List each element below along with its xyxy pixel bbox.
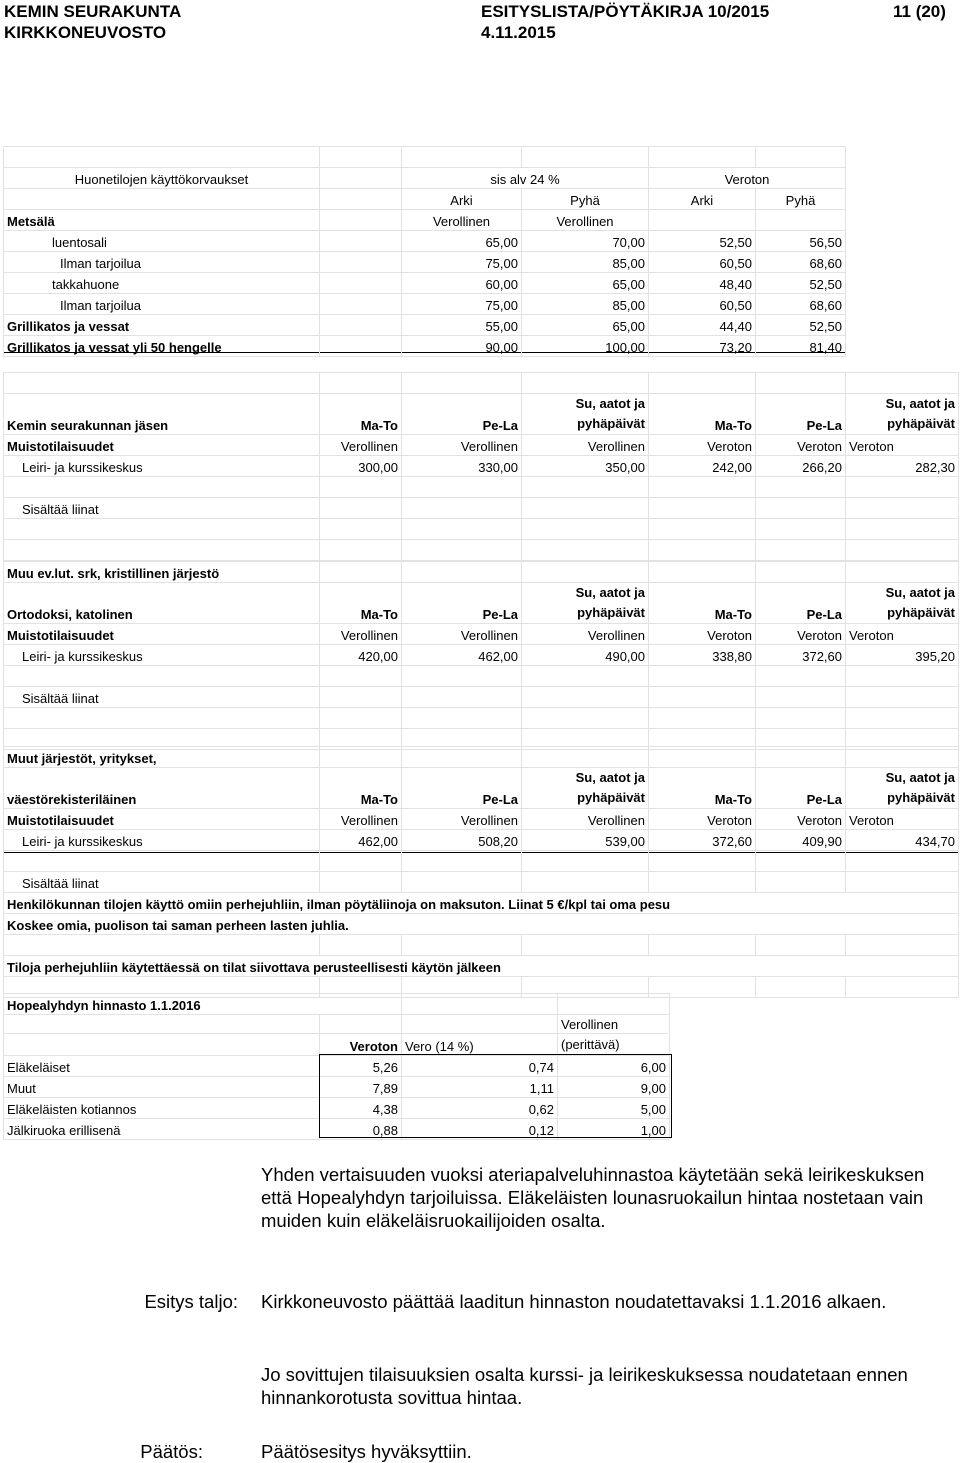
cell-value: 60,50 xyxy=(649,294,756,315)
veroton-label: Veroton xyxy=(649,168,846,189)
cell-value: 4,38 xyxy=(320,1098,402,1119)
group-title: Kemin seurakunnan jäsen xyxy=(4,394,320,435)
cell-value: 434,70 xyxy=(846,830,959,851)
col-header: Vero (14 %) xyxy=(402,1015,558,1056)
row-label: Leiri- ja kurssikeskus xyxy=(4,645,320,666)
row-label: Ilman tarjoilua xyxy=(4,294,320,315)
col-header: Su, aatot ja pyhäpäivät xyxy=(846,394,959,435)
col-header: Pe-La xyxy=(402,394,522,435)
table-row xyxy=(4,645,959,666)
col-header: Su, aatot ja pyhäpäivät xyxy=(522,394,649,435)
row-label: Muistotilaisuudet xyxy=(4,809,320,830)
table-row xyxy=(4,231,846,252)
row-label: Muut xyxy=(4,1077,320,1098)
row-label: Grillikatos ja vessat xyxy=(4,315,320,336)
proposal-label: Esitys taljo: xyxy=(144,1291,238,1312)
tax-label: Verollinen xyxy=(402,435,522,456)
section-label: Metsälä xyxy=(4,210,320,231)
cell-value: 60,00 xyxy=(402,273,522,294)
cell-value: 282,30 xyxy=(846,456,959,477)
cell-value: 52,50 xyxy=(756,273,846,294)
cell-value: 55,00 xyxy=(402,315,522,336)
cell-value: 85,00 xyxy=(522,294,649,315)
cell-value: 81,40 xyxy=(756,336,846,357)
family-note: Koskee omia, puolison tai saman perheen lasten juhlia. xyxy=(4,914,959,935)
cell-value: 48,40 xyxy=(649,273,756,294)
table-row xyxy=(4,456,959,477)
cell-value: 90,00 xyxy=(402,336,522,357)
table-row xyxy=(4,294,846,315)
paragraph-rationale: Yhden vertaisuuden vuoksi ateriapalveluhinnastoa käytetään sekä leirikeskuksen että Hopealyhdyn tarjoiluissa. Eläkeläisten lounasruokailun hintaa nostetaan vain muiden kuin eläkeläisruokailijoiden osalta. xyxy=(261,1164,925,1231)
vat-label: sis alv 24 % xyxy=(402,168,649,189)
cell-value: 65,00 xyxy=(522,273,649,294)
cell-value: 462,00 xyxy=(402,645,522,666)
cell-value: 70,00 xyxy=(522,231,649,252)
col-header: Pe-La xyxy=(756,768,846,809)
paragraph-existing-bookings: Jo sovittujen tilaisuuksien osalta kurssi- ja leirikeskuksessa noudatetaan ennen hinnankorotusta sovittua hintaa. xyxy=(261,1364,908,1408)
row-label: Ilman tarjoilua xyxy=(4,252,320,273)
table-row xyxy=(4,498,959,519)
row-label: Leiri- ja kurssikeskus xyxy=(4,830,320,851)
cell-value: 68,60 xyxy=(756,294,846,315)
group-title: väestörekisteriläinen xyxy=(4,768,320,809)
table-title: Huonetilojen käyttökorvaukset xyxy=(4,168,320,189)
table-row xyxy=(4,914,959,935)
tax-label: Verollinen xyxy=(320,624,402,645)
cell-value: 490,00 xyxy=(522,645,649,666)
table-row xyxy=(4,1098,670,1119)
tax-label: Veroton xyxy=(756,624,846,645)
table-row xyxy=(4,1077,670,1098)
col-header: Pe-La xyxy=(756,583,846,624)
cell-value: 60,50 xyxy=(649,252,756,273)
tax-label: Verollinen xyxy=(402,624,522,645)
table-row xyxy=(4,273,846,294)
facility-fees-table xyxy=(3,146,846,357)
table-row xyxy=(4,830,959,851)
cell-value: 1,00 xyxy=(558,1119,670,1140)
table-row xyxy=(4,956,959,977)
table-row xyxy=(4,1119,670,1140)
cell-value: 65,00 xyxy=(522,315,649,336)
table-row xyxy=(4,315,846,336)
row-label: Jälkiruoka erillisenä xyxy=(4,1119,320,1140)
table-row xyxy=(4,687,959,708)
row-label: Grillikatos ja vessat yli 50 hengelle xyxy=(4,336,320,357)
cell-value: 56,50 xyxy=(756,231,846,252)
cell-value: 65,00 xyxy=(402,231,522,252)
table-title: Hopealyhdyn hinnasto 1.1.2016 xyxy=(4,994,402,1015)
tax-label: Veroton xyxy=(649,809,756,830)
col-header: Ma-To xyxy=(649,768,756,809)
cell-value: 1,11 xyxy=(402,1077,558,1098)
group-title: Ortodoksi, katolinen xyxy=(4,583,320,624)
cell-value: 0,74 xyxy=(402,1056,558,1077)
tax-label: Verollinen xyxy=(522,435,649,456)
cell-value: 9,00 xyxy=(558,1077,670,1098)
decision-label: Päätös: xyxy=(140,1441,203,1462)
row-label: Eläkeläiset xyxy=(4,1056,320,1077)
tax-label: Verollinen xyxy=(402,809,522,830)
table-row xyxy=(4,189,846,210)
col-header: Ma-To xyxy=(320,768,402,809)
col-header: Su, aatot ja pyhäpäivät xyxy=(522,768,649,809)
paragraph-proposal: Kirkkoneuvosto päättää laaditun hinnaston noudatettavaksi 1.1.2016 alkaen. xyxy=(261,1291,887,1312)
cell-value: 52,50 xyxy=(756,315,846,336)
tax-label: Verollinen xyxy=(522,624,649,645)
organizations-table xyxy=(3,746,959,998)
table-row xyxy=(4,168,846,189)
col-header: Ma-To xyxy=(320,583,402,624)
document-type: ESITYSLISTA/PÖYTÄKIRJA 10/2015 xyxy=(481,2,770,21)
table-row xyxy=(4,872,959,893)
note-text: Sisältää liinat xyxy=(4,687,320,708)
tax-label: Veroton xyxy=(846,624,959,645)
cell-value: 85,00 xyxy=(522,252,649,273)
cell-value: 539,00 xyxy=(522,830,649,851)
table-row xyxy=(4,394,959,435)
cell-value: 5,26 xyxy=(320,1056,402,1077)
governing-body: KIRKKONEUVOSTO xyxy=(4,23,167,42)
col-header: Arki xyxy=(649,189,756,210)
tax-label: Veroton xyxy=(846,435,959,456)
col-header: Verollinen (perittävä) xyxy=(558,1015,670,1056)
col-header: Pyhä xyxy=(756,189,846,210)
cell-value: 372,60 xyxy=(756,645,846,666)
cell-value: 75,00 xyxy=(402,294,522,315)
org-name: KEMIN SEURAKUNTA xyxy=(4,2,182,21)
table-row xyxy=(4,1015,670,1056)
cell-value: 350,00 xyxy=(522,456,649,477)
cell-value: 266,20 xyxy=(756,456,846,477)
cell-value: 338,80 xyxy=(649,645,756,666)
table-row xyxy=(4,583,959,624)
tax-label: Verollinen xyxy=(320,435,402,456)
col-header: Pyhä xyxy=(522,189,649,210)
col-header: Su, aatot ja pyhäpäivät xyxy=(846,768,959,809)
table-row xyxy=(4,768,959,809)
cell-value: 462,00 xyxy=(320,830,402,851)
table-row xyxy=(4,1056,670,1077)
col-header: Pe-La xyxy=(756,394,846,435)
cell-value: 330,00 xyxy=(402,456,522,477)
note-text: Sisältää liinat xyxy=(4,872,320,893)
cell-value: 0,12 xyxy=(402,1119,558,1140)
other-parish-table xyxy=(3,561,959,750)
note-text: Sisältää liinat xyxy=(4,498,320,519)
col-header: Veroton xyxy=(320,1015,402,1056)
col-header: Arki xyxy=(402,189,522,210)
cell-value: 52,50 xyxy=(649,231,756,252)
col-header: Ma-To xyxy=(320,394,402,435)
col-header: Pe-La xyxy=(402,583,522,624)
col-header: Ma-To xyxy=(649,394,756,435)
col-header: Ma-To xyxy=(649,583,756,624)
cell-value: 73,20 xyxy=(649,336,756,357)
group-title: Muu ev.lut. srk, kristillinen järjestö xyxy=(4,562,320,583)
table-row xyxy=(4,210,846,231)
cell-value: 68,60 xyxy=(756,252,846,273)
cell-value: 300,00 xyxy=(320,456,402,477)
page-number: 11 (20) xyxy=(893,2,946,21)
table-row xyxy=(4,624,959,645)
paragraph-decision: Päätösesitys hyväksyttiin. xyxy=(261,1441,472,1462)
staff-note: Henkilökunnan tilojen käyttö omiin perhejuhliin, ilman pöytäliinoja on maksuton. Liinat 5 €/kpl tai oma pesu xyxy=(4,893,959,914)
cell-value: 0,62 xyxy=(402,1098,558,1119)
tax-label: Verollinen xyxy=(320,809,402,830)
tax-label: Veroton xyxy=(846,809,959,830)
row-label: Muistotilaisuudet xyxy=(4,435,320,456)
cell-value: 100,00 xyxy=(522,336,649,357)
tax-label: Verollinen xyxy=(402,210,522,231)
cell-value: 0,88 xyxy=(320,1119,402,1140)
tax-label: Veroton xyxy=(649,624,756,645)
tax-label: Veroton xyxy=(756,809,846,830)
col-header: Pe-La xyxy=(402,768,522,809)
cell-value: 409,90 xyxy=(756,830,846,851)
meeting-date: 4.11.2015 xyxy=(481,23,556,42)
table-row xyxy=(4,747,959,768)
group-title: Muut järjestöt, yritykset, xyxy=(4,747,320,768)
row-label: luentosali xyxy=(4,231,320,252)
cell-value: 395,20 xyxy=(846,645,959,666)
row-label: Leiri- ja kurssikeskus xyxy=(4,456,320,477)
row-label: Eläkeläisten kotiannos xyxy=(4,1098,320,1119)
cell-value: 6,00 xyxy=(558,1056,670,1077)
row-label: takkahuone xyxy=(4,273,320,294)
cell-value: 7,89 xyxy=(320,1077,402,1098)
col-header: Su, aatot ja pyhäpäivät xyxy=(522,583,649,624)
tax-label: Verollinen xyxy=(522,210,649,231)
cell-value: 508,20 xyxy=(402,830,522,851)
table-row xyxy=(4,252,846,273)
table-row xyxy=(4,336,846,357)
tax-label: Veroton xyxy=(756,435,846,456)
table-row xyxy=(4,562,959,583)
cell-value: 5,00 xyxy=(558,1098,670,1119)
member-prices-table xyxy=(3,372,959,561)
cell-value: 242,00 xyxy=(649,456,756,477)
table-row xyxy=(4,435,959,456)
cell-value: 75,00 xyxy=(402,252,522,273)
cell-value: 44,40 xyxy=(649,315,756,336)
tax-label: Veroton xyxy=(649,435,756,456)
hopealyhty-price-table xyxy=(3,993,670,1140)
table-row xyxy=(4,809,959,830)
row-label: Muistotilaisuudet xyxy=(4,624,320,645)
cell-value: 420,00 xyxy=(320,645,402,666)
cell-value: 372,60 xyxy=(649,830,756,851)
cleaning-note: Tiloja perhejuhliin käytettäessä on tilat siivottava perusteellisesti käytön jälkeen xyxy=(4,956,959,977)
table-row xyxy=(4,893,959,914)
tax-label: Verollinen xyxy=(522,809,649,830)
table-row xyxy=(4,994,670,1015)
col-header: Su, aatot ja pyhäpäivät xyxy=(846,583,959,624)
